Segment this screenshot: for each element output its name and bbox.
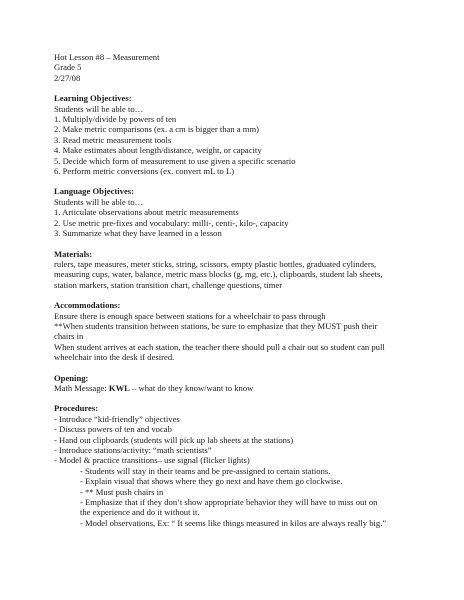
procedure-item: - Model & practice transitions– use signal (flicker lights) (54, 455, 250, 466)
learning-objective-item: 4. Make estimates about length/distance, weight, or capacity (54, 145, 262, 156)
opening-heading: Opening: (54, 372, 89, 383)
accommodations-heading: Accommodations: (54, 300, 121, 311)
procedure-item: - Discuss powers of ten and vocab (54, 424, 172, 435)
accommodations-line: Ensure there is enough space between stations for a wheelchair to pass through (54, 310, 326, 321)
learning-objective-item: 1. Multiply/divide by powers of ten (54, 114, 177, 125)
procedure-item: - Introduce “kid-friendly” objectives (54, 413, 180, 424)
accommodations-line: wheelchair into the desk if desired. (54, 352, 175, 363)
accommodations-line: chairs in (54, 331, 84, 342)
opening-kwl: KWL (108, 382, 130, 393)
procedure-sub-item: - Emphasize that if they don’t show appropriate behavior they will have to miss out on (80, 497, 378, 508)
procedures-heading: Procedures: (54, 403, 99, 414)
language-objective-item: 2. Use metric pre-fixes and vocabulary: milli-, centi-, kilo-, capacity (54, 217, 289, 228)
procedure-sub-item: - ** Must push chairs in (80, 486, 164, 497)
learning-objective-item: 2. Make metric comparisons (ex. a cm is bigger than a mm) (54, 124, 259, 135)
procedure-sub-item-continued: the experience and do it without it. (80, 507, 200, 518)
materials-line: measuring cups, water, balance, metric mass blocks (g, mg, etc.), clipboards, student lab sheets, (54, 269, 383, 280)
language-objective-item: 1. Articulate observations about metric measurements (54, 207, 239, 218)
procedure-item: - Hand out clipboards (students will pick up lab sheets at the stations) (54, 434, 294, 445)
procedure-item: - Introduce stations/activity: “math scientists” (54, 445, 212, 455)
accommodations-line: **When students transition between stations, be sure to emphasize that they MUST push their (54, 320, 378, 331)
learning-objectives-intro: Students will be able to… (54, 103, 144, 114)
language-objective-item: 3. Summarize what they have learned in a lesson (54, 228, 222, 239)
opening-math-message (54, 383, 454, 393)
procedure-sub-item: - Students will stay in their teams and be pre-assigned to certain stations. (80, 465, 331, 476)
language-objectives-heading: Language Objectives: (54, 186, 134, 197)
materials-line: rulers, tape measures, meter sticks, string, scissors, empty plastic bottles, graduated cylinders, (54, 258, 377, 269)
opening-prefix: Math Message: (54, 382, 109, 393)
lesson-plan-document (54, 52, 454, 528)
document-title: Hot Lesson #8 – Measurement (54, 52, 160, 62)
language-objectives-intro: Students will be able to… (54, 196, 144, 207)
materials-heading: Materials: (54, 248, 93, 259)
learning-objective-item: 6. Perform metric conversions (ex. convert mL to L) (54, 166, 235, 177)
procedure-sub-item: - Explain visual that shows where they go next and have them go clockwise. (80, 476, 343, 487)
materials-line: station markers, station transition chart, challenge questions, timer (54, 279, 283, 290)
opening-suffix: – what do they know/want to know (129, 382, 254, 393)
grade-label: Grade 5 (54, 62, 82, 73)
accommodations-line: When student arrives at each station, the teacher there should pull a chair out so student can pull (54, 341, 385, 352)
learning-objective-item: 3. Read metric measurement tools (54, 134, 172, 145)
learning-objective-item: 5. Decide which form of measurement to use given a specific scenario (54, 155, 296, 166)
learning-objectives-heading: Learning Objectives: (54, 93, 132, 104)
procedure-sub-item: - Model observations, Ex: “ It seems like things measured in kilos are always really big.” (80, 517, 387, 528)
date-label: 2/27/08 (54, 72, 81, 83)
